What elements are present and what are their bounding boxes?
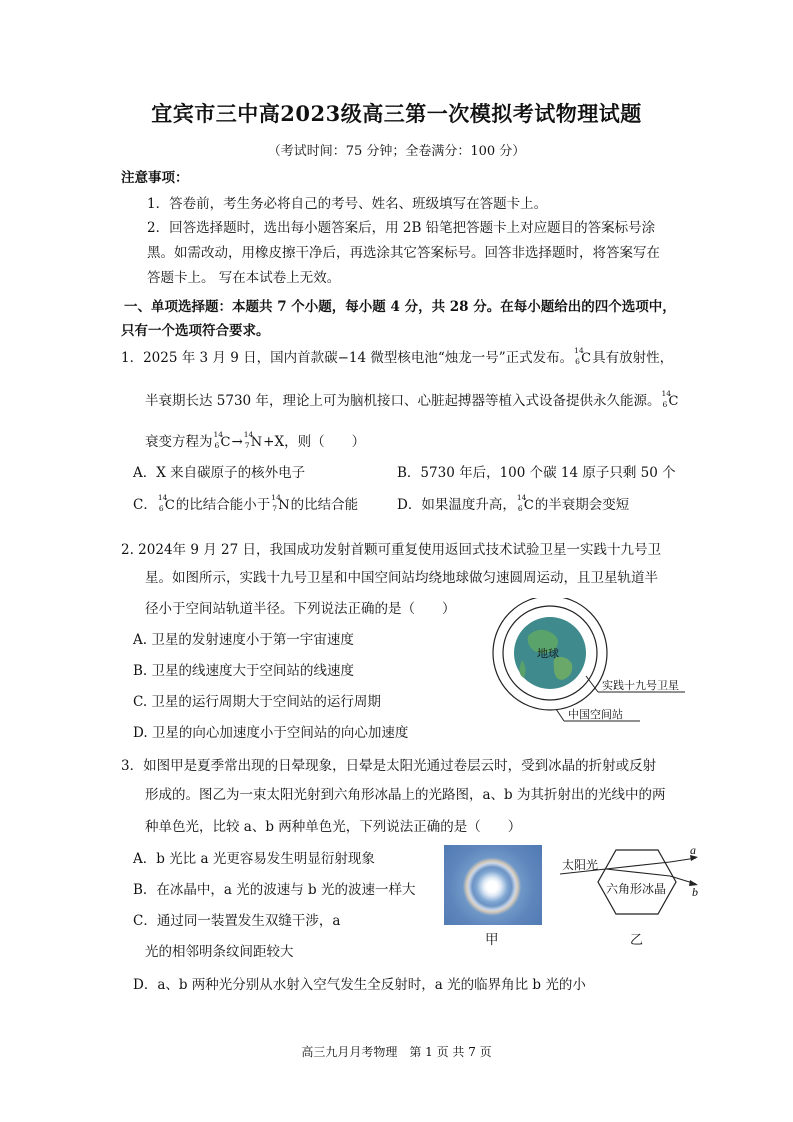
notice-item-2-line-1: 2．回答选择题时，选出每小题答案后，用 2B 铅笔把答题卡上对应题目的答案标号涂 xyxy=(147,220,656,236)
q2-stem-line-3: 径小于空间站轨道半径。下列说法正确的是（ ） xyxy=(145,601,456,617)
q1-stem-text: 半衰期长达 5730 年，理论上可为脑机接口、心脏起搏器等植入式设备提供永久能源。 xyxy=(145,393,661,409)
isotope-c14: 14 6 C xyxy=(213,430,231,450)
ray-a-label: a xyxy=(690,843,696,857)
q2-stem-line-1: 2. 2024年 9 月 27 日，我国成功发射首颗可重复使用返回式技术试验卫星一实践十九号卫 xyxy=(121,542,661,558)
station-label: 中国空间站 xyxy=(568,709,623,721)
figure-yi-caption: 乙 xyxy=(630,932,644,947)
q3-option-b[interactable]: B．在冰晶中，a 光的波速与 b 光的波速一样大 xyxy=(133,882,416,898)
isotope-c14: 14 6 C xyxy=(661,389,679,409)
ray-b-label: b xyxy=(692,885,698,899)
notice-item-2-line-3: 答题卡上。 写在本试卷上无效。 xyxy=(147,270,341,286)
notice-heading: 注意事项： xyxy=(121,170,189,186)
sunlight-label: 太阳光 xyxy=(562,858,599,872)
page-footer: 高三九月月考物理 第 1 页 共 7 页 xyxy=(301,1045,492,1059)
q3-option-a[interactable]: A．b 光比 a 光更容易发生明显衍射现象 xyxy=(133,851,375,867)
q1-stem-line-2 xyxy=(145,389,679,409)
sun-halo-photo xyxy=(444,845,542,925)
q2-option-d[interactable]: D. 卫星的向心加速度小于空间站的向心加速度 xyxy=(133,725,409,741)
notice-item-1: 1．答卷前，考生务必将自己的考号、姓名、班级填写在答题卡上。 xyxy=(147,196,548,212)
exam-info: （考试时间：75 分钟；全卷满分：100 分） xyxy=(267,144,526,159)
q2-option-a[interactable]: A. 卫星的发射速度小于第一宇宙速度 xyxy=(133,632,354,648)
satellite-label: 实践十九号卫星 xyxy=(602,680,679,692)
q2-option-c[interactable]: C. 卫星的运行周期大于空间站的运行周期 xyxy=(133,694,381,710)
satellite-pointer xyxy=(586,676,598,692)
isotope-n14: 14 7 N xyxy=(243,430,263,450)
q3-option-d[interactable]: D．a、b 两种光分别从水射入空气发生全反射时，a 光的临界角比 b 光的小 xyxy=(133,977,586,993)
q3-stem-line-1: 3．如图甲是夏季常出现的日晕现象，日晕是太阳光通过卷层云时，受到冰晶的折射或反射 xyxy=(121,758,657,774)
q1-stem-text: 具有放射性， xyxy=(592,350,674,366)
decay-arrow: → xyxy=(231,434,243,450)
q1-option-c[interactable]: C． 14 6 C的比结合能小于 14 7 N的比结合能 xyxy=(133,493,359,513)
q1-stem-text: 衰变方程为 xyxy=(145,434,213,450)
section-1-heading-line-2: 只有一个选项符合要求。 xyxy=(121,323,270,339)
q1-option-d[interactable]: D．如果温度升高， 14 6 C的半衰期会变短 xyxy=(397,493,630,513)
q1-stem-line-3 xyxy=(145,430,365,450)
orbit-diagram xyxy=(490,598,690,732)
isotope-c14: 14 6 C xyxy=(157,493,175,513)
figure-jia-caption: 甲 xyxy=(485,932,499,948)
station-pointer xyxy=(556,709,564,721)
q1-stem-text: 1．2025 年 3 月 9 日，国内首款碳−14 微型核电池“烛龙一号”正式发布。 xyxy=(121,350,574,366)
q3-option-c-continued[interactable]: 光的相邻明条纹间距较大 xyxy=(145,944,294,960)
earth-label: 地球 xyxy=(537,648,559,660)
isotope-n14: 14 7 N xyxy=(271,493,290,513)
q1-stem-line-1 xyxy=(121,346,673,366)
q2-stem-line-2: 星。如图所示，实践十九号卫星和中国空间站均绕地球做匀速圆周运动，且卫星轨道半 xyxy=(145,570,658,586)
ice-crystal-diagram xyxy=(558,840,708,950)
section-1-heading: 一、单项选择题：本题共 7 个小题，每小题 4 分，共 28 分。在每小题给出的四个选项中， xyxy=(124,299,676,315)
q2-option-b[interactable]: B. 卫星的线速度大于空间站的线速度 xyxy=(133,663,355,679)
q3-stem-line-3: 种单色光，比较 a、b 两种单色光，下列说法正确的是（ ） xyxy=(145,819,522,835)
page-title: 宜宾市三中高2023级高三第一次模拟考试物理试题 xyxy=(151,101,642,126)
isotope-c14: 14 6 C xyxy=(516,493,534,513)
q3-stem-line-2: 形成的。图乙为一束太阳光射到六角形冰晶上的光路图，a、b 为其折射出的光线中的两 xyxy=(145,787,666,803)
notice-item-2-line-2: 黑。如需改动，用橡皮擦干净后，再选涂其它答案标号。回答非选择题时，将答案写在 xyxy=(147,245,660,261)
q1-option-b[interactable]: B．5730 年后，100 个碳 14 原子只剩 50 个 xyxy=(397,465,676,481)
crystal-label: 六角形冰晶 xyxy=(606,882,667,896)
isotope-c14: 14 6 C xyxy=(574,346,592,366)
q1-stem-text: +X，则（ ） xyxy=(263,434,366,450)
q1-option-a[interactable]: A．X 来自碳原子的核外电子 xyxy=(133,465,306,481)
q3-option-c[interactable]: C．通过同一装置发生双缝干涉，a xyxy=(133,913,341,929)
